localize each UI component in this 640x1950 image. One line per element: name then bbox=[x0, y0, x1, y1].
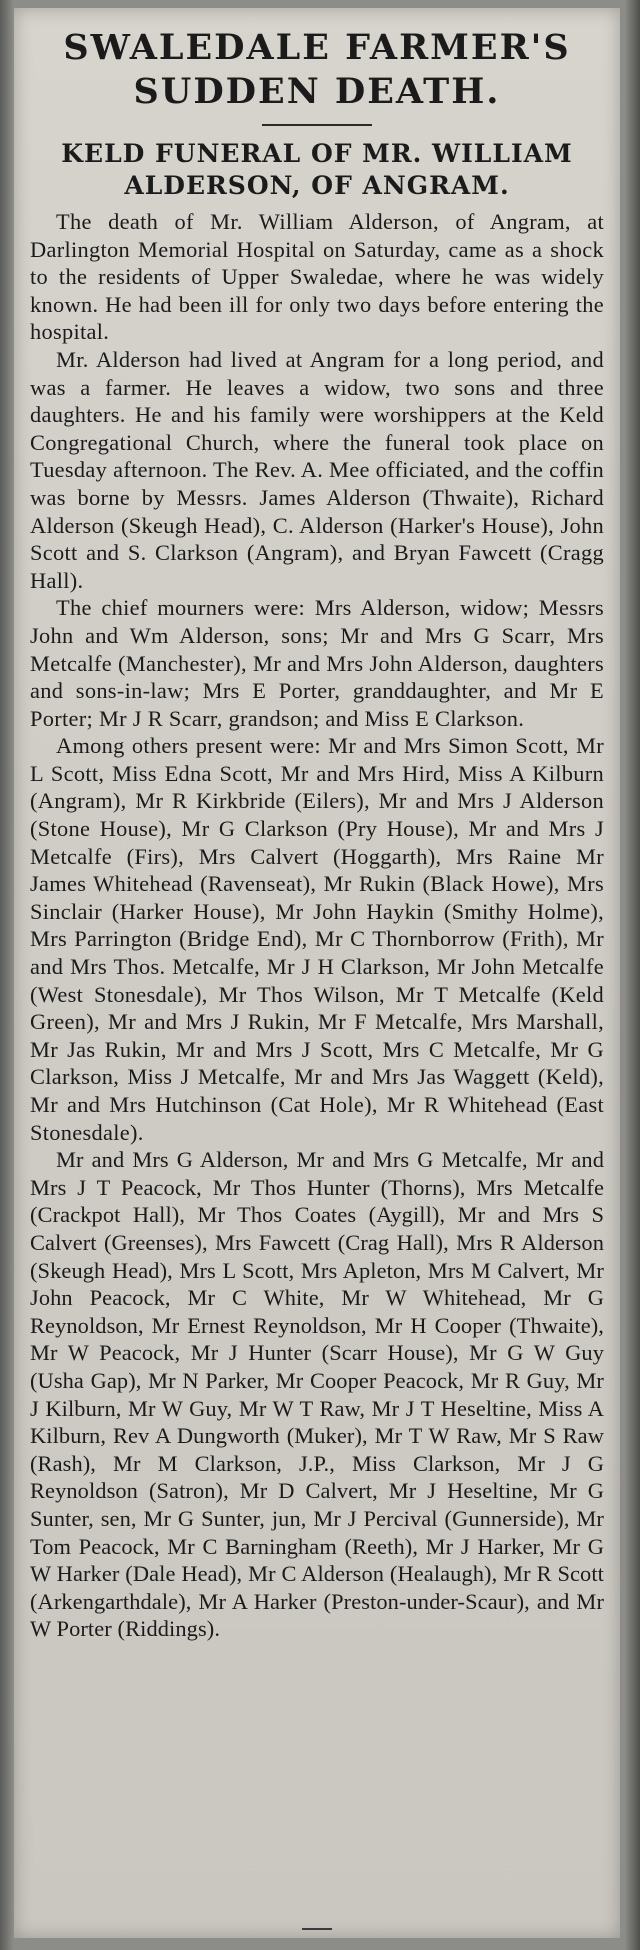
article-paragraph-death: The death of Mr. William Alderson, of Angram, at Darlington Memorial Hospital on Saturday, came as a shock to the residents of Upper Swaledae, where he was widely known. He had been ill for only two days before entering the hospital. bbox=[30, 209, 604, 345]
headline-divider bbox=[262, 124, 372, 126]
background-edge-left bbox=[0, 0, 14, 1950]
article-paragraph-chief-mourners: The chief mourners were: Mrs Alderson, widow; Messrs John and Wm Alderson, sons; Mr and Mrs G Scarr, Mrs Metcalfe (Manchester), Mr and Mrs John Alderson, daughters and sons-in-law; Mrs E Porter, granddaughter, and Mr E Porter; Mr J R Scarr, grandson; and Miss E Clarkson. bbox=[30, 595, 604, 731]
end-rule bbox=[302, 1928, 332, 1930]
article-paragraph-funeral: Mr. Alderson had lived at Angram for a long period, and was a farmer. He leaves a widow, two sons and three daughters. He and his family were worshippers at the Keld Congregational Church, where the funeral took place on Tuesday afternoon. The Rev. A. Mee officiated, and the coffin was borne by Messrs. James Alderson (Thwaite), Richard Alderson (Skeugh Head), C. Alderson (Harker's House), John Scott and S. Clarkson (Angram), and Bryan Fawcett (Cragg Hall). bbox=[30, 346, 604, 593]
article-paragraph-further-attendees: Mr and Mrs G Alderson, Mr and Mrs G Metcalfe, Mr and Mrs J T Peacock, Mr Thos Hunter (Thorns), Mrs Metcalfe (Crackpot Hall), Mr Thos Coates (Aygill), Mr and Mrs S Calvert (Greenses), Mrs Fawcett (Crag Hall), Mrs R Alderson (Skeugh Head), Mrs L Scott, Mrs Apleton, Mrs M Calvert, Mr John Peacock, Mr C White, Mr W Whitehead, Mr G Reynoldson, Mr Ernest Reynoldson, Mr H Cooper (Thwaite), Mr W Peacock, Mr J Hunter (Scarr House), Mr G W Guy (Usha Gap), Mr N Parker, Mr Cooper Peacock, Mr R Guy, Mr J Kilburn, Mr W Guy, Mr W T Raw, Mr J T Heseltine, Miss A Kilburn, Rev A Dungworth (Muker), Mr T W Raw, Mr S Raw (Rash), Mr M Clarkson, J.P., Miss Clarkson, Mr J G Reynoldson (Satron), Mr D Calvert, Mr J Heseltine, Mr G Sunter, sen, Mr G Sunter, jun, Mr J Percival (Gunnerside), Mr Tom Peacock, Mr C Barningham (Reeth), Mr J Harker, Mr G W Harker (Dale Head), Mr C Alderson (Healaugh), Mr R Scott (Arkengarthdale), Mr A Harker (Preston-under-Scaur), and Mr W Porter (Riddings). bbox=[30, 1147, 604, 1642]
article-paragraph-others-present: Among others present were: Mr and Mrs Simon Scott, Mr L Scott, Miss Edna Scott, Mr and Mrs Hird, Miss A Kilburn (Angram), Mr R Kirkbride (Eilers), Mr and Mrs J Alderson (Stone House), Mr G Clarkson (Pry House), Mr and Mrs J Metcalfe (Firs), Mrs Calvert (Hoggarth), Mrs Raine Mr James Whitehead (Ravenseat), Mr Rukin (Black Howe), Mrs Sinclair (Harker House), Mr John Haykin (Smithy Holme), Mrs Parrington (Bridge End), Mr C Thornborrow (Frith), Mr and Mrs Thos. Metcalfe, Mr J H Clarkson, Mr John Metcalfe (West Stonesdale), Mr Thos Wilson, Mr T Metcalfe (Keld Green), Mr and Mrs J Rukin, Mr F Metcalfe, Mrs Marshall, Mr Jas Rukin, Mr and Mrs J Scott, Mrs C Metcalfe, Mr G Clarkson, Miss J Metcalfe, Mr and Mrs Jas Waggett (Keld), Mr and Mrs Hutchinson (Cat Hole), Mr R Whitehead (East Stonesdale). bbox=[30, 733, 604, 1145]
headline bbox=[30, 26, 604, 114]
headline-line-2: SUDDEN DEATH. bbox=[133, 71, 501, 112]
background-edge-right bbox=[624, 0, 640, 1950]
headline-line-1: SWALEDALE FARMER'S bbox=[63, 27, 571, 68]
subheadline bbox=[30, 138, 604, 202]
subheadline-line-2: ALDERSON, OF ANGRAM. bbox=[124, 171, 510, 200]
subheadline-line-1: KELD FUNERAL OF MR. WILLIAM bbox=[61, 139, 573, 168]
newspaper-clipping bbox=[14, 8, 620, 1938]
